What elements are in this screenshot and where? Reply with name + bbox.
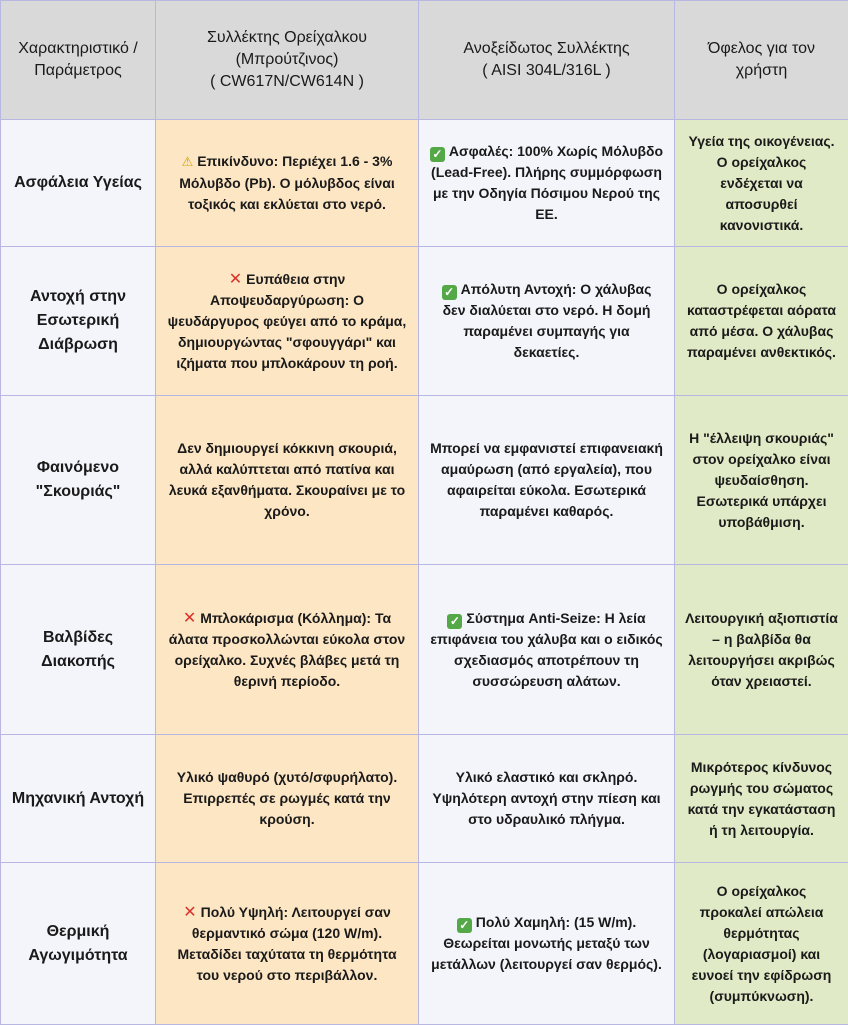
benefit-cell: Υγεία της οικογένειας. Ο ορείχαλκος ενδέχεται να αποσυρθεί κανονιστικά. xyxy=(675,120,848,247)
steel-text: Ασφαλές: 100% Χωρίς Μόλυβδο (Lead-Free). Πλήρης συμμόρφωση με την Οδηγία Πόσιμου Νερού της ΕΕ. xyxy=(431,143,663,222)
table-row xyxy=(1,863,848,1025)
check-icon: ✓ xyxy=(442,285,457,300)
steel-text: Απόλυτη Αντοχή: Ο χάλυβας δεν διαλύεται στο νερό. Η δομή παραμένει συμπαγής για δεκαετίες. xyxy=(443,281,652,360)
warning-icon: ⚠ xyxy=(182,152,194,173)
benefit-cell: Η "έλλειψη σκουριάς" στον ορείχαλκο είναι ψευδαίσθηση. Εσωτερικά υπάρχει υποβάθμιση. xyxy=(675,396,848,565)
check-icon: ✓ xyxy=(457,918,472,933)
cross-icon: ✕ xyxy=(229,268,242,289)
steel-cell xyxy=(419,247,675,396)
check-icon: ✓ xyxy=(447,614,462,629)
brass-cell xyxy=(156,863,419,1025)
table-row xyxy=(1,735,848,863)
header-steel-collector xyxy=(419,1,675,120)
steel-cell: Υλικό ελαστικό και σκληρό. Υψηλότερη αντοχή στην πίεση και στο υδραυλικό πλήγμα. xyxy=(419,735,675,863)
header-brass-collector xyxy=(156,1,419,120)
row-parameter: Μηχανική Αντοχή xyxy=(1,735,156,863)
brass-text: Πολύ Υψηλή: Λειτουργεί σαν θερμαντικό σώμα (120 W/m). Μεταδίδει ταχύτατα τη θερμότητα του νερού στο περιβάλλον. xyxy=(177,904,396,983)
table-row xyxy=(1,247,848,396)
header-steel-grade: ( AISI 304L/316L ) xyxy=(429,60,664,82)
benefit-cell: Ο ορείχαλκος καταστρέφεται αόρατα από μέσα. Ο χάλυβας παραμένει ανθεκτικός. xyxy=(675,247,848,396)
check-icon: ✓ xyxy=(430,147,445,162)
header-brass-subtitle: (Μπρούτζινος) xyxy=(166,49,408,71)
header-row xyxy=(1,1,848,120)
row-parameter: Φαινόμενο "Σκουριάς" xyxy=(1,396,156,565)
row-parameter: Ασφάλεια Υγείας xyxy=(1,120,156,247)
steel-cell xyxy=(419,863,675,1025)
brass-cell xyxy=(156,247,419,396)
brass-text: Μπλοκάρισμα (Κόλλημα): Τα άλατα προσκολλώνται εύκολα στον ορείχαλκο. Συχνές βλάβες μετά τη θερινή περίοδο. xyxy=(169,610,405,689)
benefit-cell: Μικρότερος κίνδυνος ρωγμής του σώματος κατά την εγκατάσταση ή τη λειτουργία. xyxy=(675,735,848,863)
table-row xyxy=(1,565,848,735)
row-parameter: Βαλβίδες Διακοπής xyxy=(1,565,156,735)
steel-text: Πολύ Χαμηλή: (15 W/m). Θεωρείται μονωτής μεταξύ των μετάλλων (λειτουργεί σαν θερμός). xyxy=(431,914,662,972)
table-row xyxy=(1,120,848,247)
brass-text: Ευπάθεια στην Αποψευδαργύρωση: Ο ψευδάργυρος φεύγει από το κράμα, δημιουργώντας "σφουγγάρι" και ιζήματα που μπλοκάρουν τη ροή. xyxy=(168,271,407,371)
brass-cell: Δεν δημιουργεί κόκκινη σκουριά, αλλά καλύπτεται από πατίνα και λευκά εξανθήματα. Σκουραίνει με το χρόνο. xyxy=(156,396,419,565)
header-user-benefit: Όφελος για τον χρήστη xyxy=(675,1,848,120)
brass-cell xyxy=(156,565,419,735)
brass-cell xyxy=(156,120,419,247)
table-row xyxy=(1,396,848,565)
brass-cell: Υλικό ψαθυρό (χυτό/σφυρήλατο). Επιρρεπές σε ρωγμές κατά την κρούση. xyxy=(156,735,419,863)
brass-text: Επικίνδυνο: Περιέχει 1.6 - 3% Μόλυβδο (Pb). Ο μόλυβδος είναι τοξικός και εκλύεται στο νερό. xyxy=(179,153,395,212)
steel-cell xyxy=(419,120,675,247)
benefit-cell: Ο ορείχαλκος προκαλεί απώλεια θερμότητας (λογαριασμοί) και ευνοεί την εφίδρωση (συμπύκνωση). xyxy=(675,863,848,1025)
row-parameter: Αντοχή στην Εσωτερική Διάβρωση xyxy=(1,247,156,396)
header-brass-alloy: ( CW617N/CW614N ) xyxy=(166,71,408,93)
steel-cell xyxy=(419,565,675,735)
benefit-cell: Λειτουργική αξιοπιστία – η βαλβίδα θα λειτουργήσει ακριβώς όταν χρειαστεί. xyxy=(675,565,848,735)
row-parameter: Θερμική Αγωγιμότητα xyxy=(1,863,156,1025)
steel-text: Σύστημα Anti-Seize: Η λεία επιφάνεια του χάλυβα και ο ειδικός σχεδιασμός αποτρέπουν τη συσσώρευση αλάτων. xyxy=(430,610,662,689)
header-parameter: Χαρακτηριστικό / Παράμετρος xyxy=(1,1,156,120)
cross-icon: ✕ xyxy=(183,607,196,628)
header-brass-title: Συλλέκτης Ορείχαλκου xyxy=(166,27,408,49)
steel-cell: Μπορεί να εμφανιστεί επιφανειακή αμαύρωση (από εργαλεία), που αφαιρείται εύκολα. Εσωτερικά παραμένει καθαρός. xyxy=(419,396,675,565)
cross-icon: ✕ xyxy=(183,901,196,922)
header-steel-title: Ανοξείδωτος Συλλέκτης xyxy=(429,38,664,60)
